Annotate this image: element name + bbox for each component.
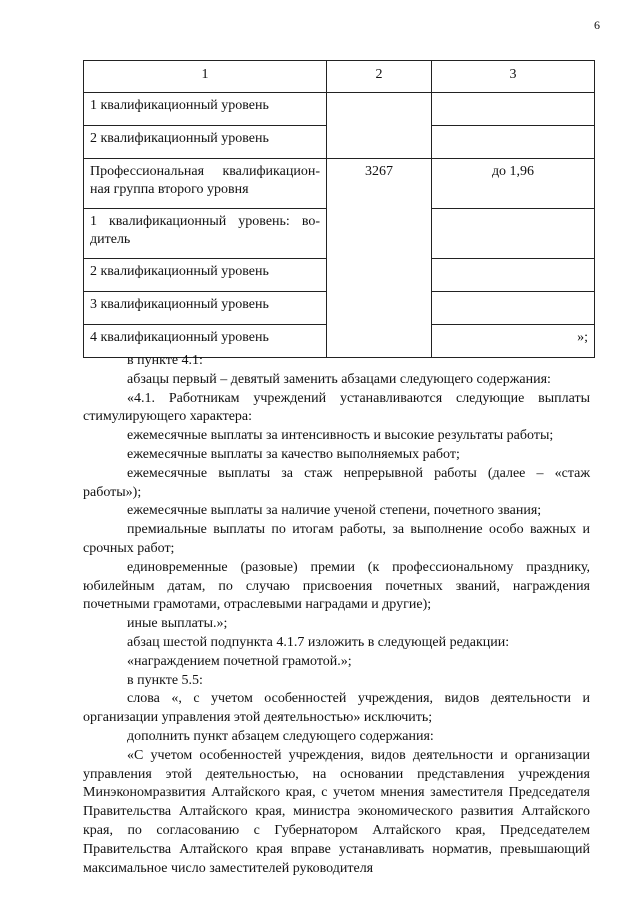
paragraph: слова «, с учетом особенностей учреждения, видов деятельности и организации управления этой деятельностью» исключить; [83,691,590,726]
paragraph: в пункте 5.5: [127,672,203,688]
row-label: 2 квалификационный уровень [84,259,327,292]
table-row [84,93,595,126]
code-cell: 3267 [327,159,432,358]
row-label: 2 квалификационный уровень [84,126,327,159]
paragraph: премиальные выплаты по итогам работы, за выполнение особо важных и срочных работ; [83,522,590,556]
row-label: 4 квалификационный уровень [84,325,327,358]
quote-end-cell: »; [432,325,595,358]
qualification-table [83,60,595,358]
header-col-3: 3 [432,61,595,93]
coef-cell-empty [432,93,595,126]
paragraph: «4.1. Работникам учреждений устанавливаются следующие выплаты стимулирующего характера: [83,390,590,425]
row-label: Профессиональная квалификацион-ная группа второго уровня [84,159,327,209]
header-col-2: 2 [327,61,432,93]
coef-cell-empty [432,209,595,259]
row-label: 1 квалификационный уровень [84,93,327,126]
header-col-1: 1 [84,61,327,93]
paragraph: абзац шестой подпункта 4.1.7 изложить в следующей редакции: [127,634,510,650]
paragraph: единовременные (разовые) премии (к профессиональному празднику, юбилейным датам, по случаю присвоения почетных званий, награждения почетными грамотами, отраслевыми наградами и другие); [83,559,590,613]
paragraph: в пункте 4.1: [127,353,203,368]
paragraph: ежемесячные выплаты за качество выполняемых работ; [127,446,460,462]
page-number: 6 [594,18,600,32]
coef-cell-empty [432,259,595,292]
coef-cell-empty [432,126,595,159]
table-header-row [84,61,595,93]
table-row [84,159,595,209]
body-text [83,352,590,878]
row-label: 1 квалификационный уровень: во-дитель [84,209,327,259]
paragraph: иные выплаты.»; [127,616,228,632]
paragraph: ежемесячные выплаты за наличие ученой степени, почетного звания; [127,503,542,519]
paragraph: ежемесячные выплаты за стаж непрерывной работы (далее – «стаж работы»); [83,465,590,500]
code-cell-empty [327,93,432,159]
paragraph: дополнить пункт абзацем следующего содержания: [127,728,434,744]
coef-cell-empty [432,292,595,325]
row-label: 3 квалификационный уровень [84,292,327,325]
coef-cell: до 1,96 [432,159,595,209]
paragraph: ежемесячные выплаты за интенсивность и высокие результаты работы; [127,428,554,444]
paragraph: «награждением почетной грамотой.»; [127,653,352,669]
paragraph: абзацы первый – девятый заменить абзацами следующего содержания: [127,371,551,387]
paragraph: «С учетом особенностей учреждения, видов деятельности и организации управления этой деятельностью, на основании представления учреждения Минэкономразвития Алтайского края, с учетом мнения заместителя Председателя Правительства Алтайского края, министра экономического развития Алтайского края, по согласованию с Губернатором Алтайского края, Председателем Правительства Алтайского края вправе устанавливать норматив, превышающий максимальное число заместителей руководителя [83,747,590,876]
